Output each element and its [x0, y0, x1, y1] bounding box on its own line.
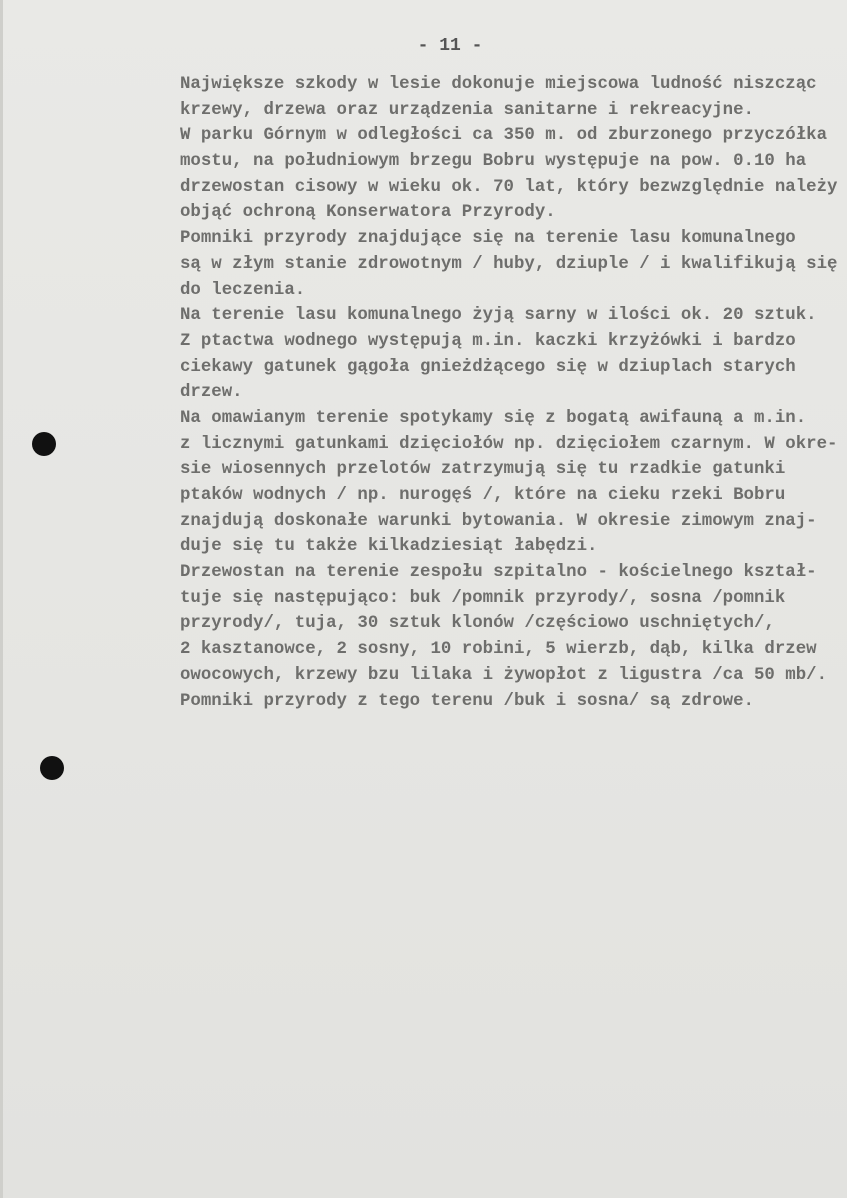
text-line: Z ptactwa wodnego występują m.in. kaczki krzyżówki i bardzo — [180, 331, 796, 351]
text-line: mostu, na południowym brzegu Bobru występuje na pow. 0.10 ha — [180, 152, 807, 172]
text-line: 2 kasztanowce, 2 sosny, 10 robini, 5 wierzb, dąb, kilka drzew — [180, 640, 817, 660]
text-line: sie wiosennych przelotów zatrzymują się tu rzadkie gatunki — [180, 460, 786, 480]
text-line: duje się tu także kilkadziesiąt łabędzi. — [180, 537, 598, 557]
page-number: - 11 - — [417, 36, 483, 56]
text-line: drzew. — [180, 383, 243, 403]
text-line: W parku Górnym w odległości ca 350 m. od zburzonego przyczółka — [180, 126, 828, 146]
text-line: Pomniki przyrody z tego terenu /buk i sosna/ są zdrowe. — [180, 691, 754, 711]
text-line: znajdują doskonałe warunki bytowania. W okresie zimowym znaj- — [180, 511, 817, 531]
typewritten-text — [180, 72, 837, 714]
punch-hole — [32, 432, 56, 456]
text-line: przyrody/, tuja, 30 sztuk klonów /częściowo uschniętych/, — [180, 614, 775, 634]
text-line: drzewostan cisowy w wieku ok. 70 lat, który bezwzględnie należy — [180, 177, 838, 197]
text-line: Na terenie lasu komunalnego żyją sarny w ilości ok. 20 sztuk. — [180, 306, 817, 326]
text-line: ptaków wodnych / np. nurogęś /, które na cieku rzeki Bobru — [180, 486, 786, 505]
punch-hole — [40, 756, 64, 780]
text-line: tuje się następująco: buk /pomnik przyrody/, sosna /pomnik — [180, 588, 786, 608]
text-line: Na omawianym terenie spotykamy się z bogatą awifauną a m.in. — [180, 408, 807, 428]
text-line: do leczenia. — [180, 280, 306, 300]
page-edge — [0, 0, 3, 1198]
text-line: Drzewostan na terenie zespołu szpitalno - kościelnego kształ- — [180, 563, 817, 583]
text-line: objąć ochroną Konserwatora Przyrody. — [180, 203, 556, 223]
text-line: są w złym stanie zdrowotnym / huby, dziuple / i kwalifikują się — [180, 254, 838, 274]
text-line: z licznymi gatunkami dzięciołów np. dzięciołem czarnym. W okre- — [180, 434, 838, 454]
text-line: Pomniki przyrody znajdujące się na terenie lasu komunalnego — [180, 229, 796, 249]
text-line: krzewy, drzewa oraz urządzenia sanitarne i rekreacyjne. — [180, 100, 754, 120]
text-line: owocowych, krzewy bzu lilaka i żywopłot z ligustra /ca 50 mb/. — [180, 665, 828, 685]
text-line: Największe szkody w lesie dokonuje miejscowa ludność niszcząc — [180, 75, 817, 94]
text-line: ciekawy gatunek gągoła gnieżdżącego się w dziuplach starych — [180, 357, 796, 377]
